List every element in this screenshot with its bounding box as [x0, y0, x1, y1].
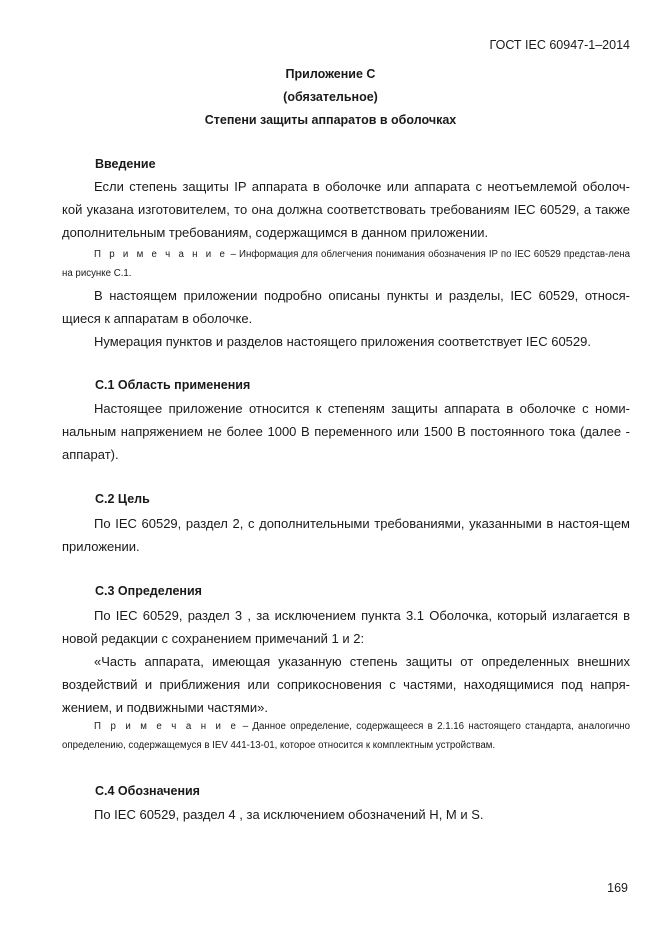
note-text: – Информация для облегчения понимания обозначения IP по IEC 60529 представ-лена на рисунке C.1.: [62, 249, 630, 279]
note-label: П р и м е ч а н и е: [94, 249, 228, 260]
document-header: ГОСТ IEC 60947-1–2014: [489, 38, 630, 52]
section-c3-note: [62, 717, 630, 755]
section-c3-paragraph-2: «Часть аппарата, имеющая указанную степень защиты от определенных внешних воздействий и приближения или соприкосновения с частями, находящимися под напря-жением, и подвижными частями».: [62, 654, 630, 715]
page-number: 169: [607, 881, 628, 895]
section-c1-paragraph: Настоящее приложение относится к степеням защиты аппарата в оболочке с номи-нальным напряжением не более 1000 В переменного или 1500 В постоянного тока (далее - аппарат).: [62, 401, 630, 462]
section-c3-paragraph-1: По IEC 60529, раздел 3 , за исключением пункта 3.1 Оболочка, который излагается в новой редакции с сохранением примечаний 1 и 2:: [62, 608, 630, 646]
appendix-status: (обязательное): [283, 90, 378, 104]
appendix-title: Приложение C: [285, 67, 376, 81]
section-c3-heading: С.3 Определения: [95, 584, 202, 598]
intro-paragraph-2: В настоящем приложении подробно описаны пункты и разделы, IEC 60529, относя-щиеся к аппаратам в оболочке.: [62, 288, 630, 326]
section-c2-paragraph: По IEC 60529, раздел 2, с дополнительными требованиями, указанными в настоя-щем приложении.: [62, 516, 630, 554]
note-text: – Данное определение, содержащееся в 2.1.16 настоящего стандарта, аналогично определению, содержащемуся в IEV 441-13-01, которое относится к комплектным устройствам.: [62, 721, 630, 751]
intro-note: [62, 245, 630, 283]
section-c4-heading: С.4 Обозначения: [95, 784, 200, 798]
intro-paragraph-1: Если степень защиты IP аппарата в оболочке или аппарата с неотъемлемой оболоч-кой указана изготовителем, то она должна соответствовать требованиям IEC 60529, а также дополнительным требованиям, содержащимся в данном приложении.: [62, 179, 630, 240]
section-c2-heading: С.2 Цель: [95, 492, 150, 506]
note-label: П р и м е ч а н и е: [94, 721, 239, 732]
appendix-subject: Степени защиты аппаратов в оболочках: [204, 113, 457, 127]
section-c1-heading: С.1 Область применения: [95, 378, 251, 392]
section-c4-paragraph: По IEC 60529, раздел 4 , за исключением обозначений H, M и S.: [94, 807, 484, 822]
intro-paragraph-3: Нумерация пунктов и разделов настоящего приложения соответствует IEC 60529.: [94, 334, 591, 349]
intro-heading: Введение: [95, 157, 156, 171]
